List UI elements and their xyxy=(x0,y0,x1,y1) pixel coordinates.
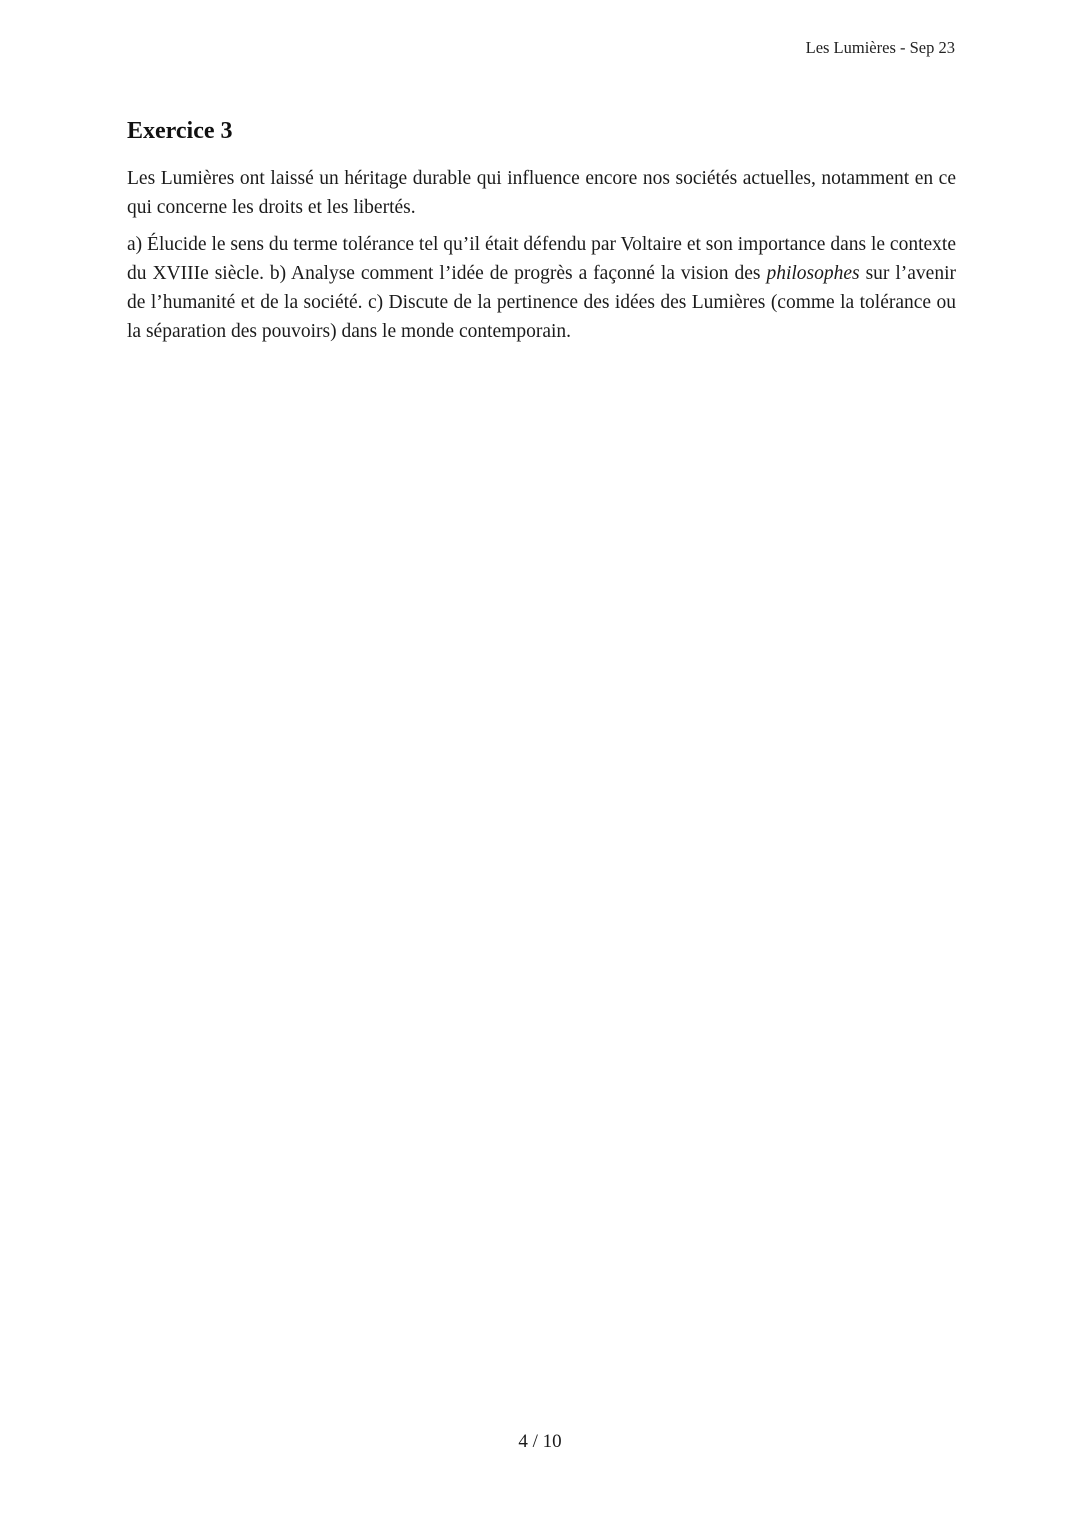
exercise-body xyxy=(127,164,956,346)
text-segment: sur l’avenir de l’humanité et de la société. c) Discute de la pertinence des idées des Lumières (comme la tolérance ou la séparation des pouvoirs) dans le monde contemporain. xyxy=(127,263,957,342)
paragraph xyxy=(127,164,956,222)
paragraph xyxy=(127,230,956,346)
page-header xyxy=(127,37,955,59)
text-segment: a) Élucide le sens du terme tolérance tel qu’il était défendu par Voltaire et son importance dans le contexte du XVIIIe siècle. b) Analyse comment l’idée de progrès a façonné la vision des xyxy=(127,234,956,284)
italic-text: philosophes xyxy=(766,263,860,284)
header-title: Les Lumières - Sep 23 xyxy=(805,38,955,57)
exercise-heading: Exercice 3 xyxy=(127,118,233,144)
page-content xyxy=(127,116,956,354)
page-number: 4 / 10 xyxy=(518,1431,562,1452)
page-footer xyxy=(0,1430,1080,1454)
text-segment: Les Lumières ont laissé un héritage durable qui influence encore nos sociétés actuelles, notamment en ce qui concerne les droits et les libertés. xyxy=(127,168,956,218)
